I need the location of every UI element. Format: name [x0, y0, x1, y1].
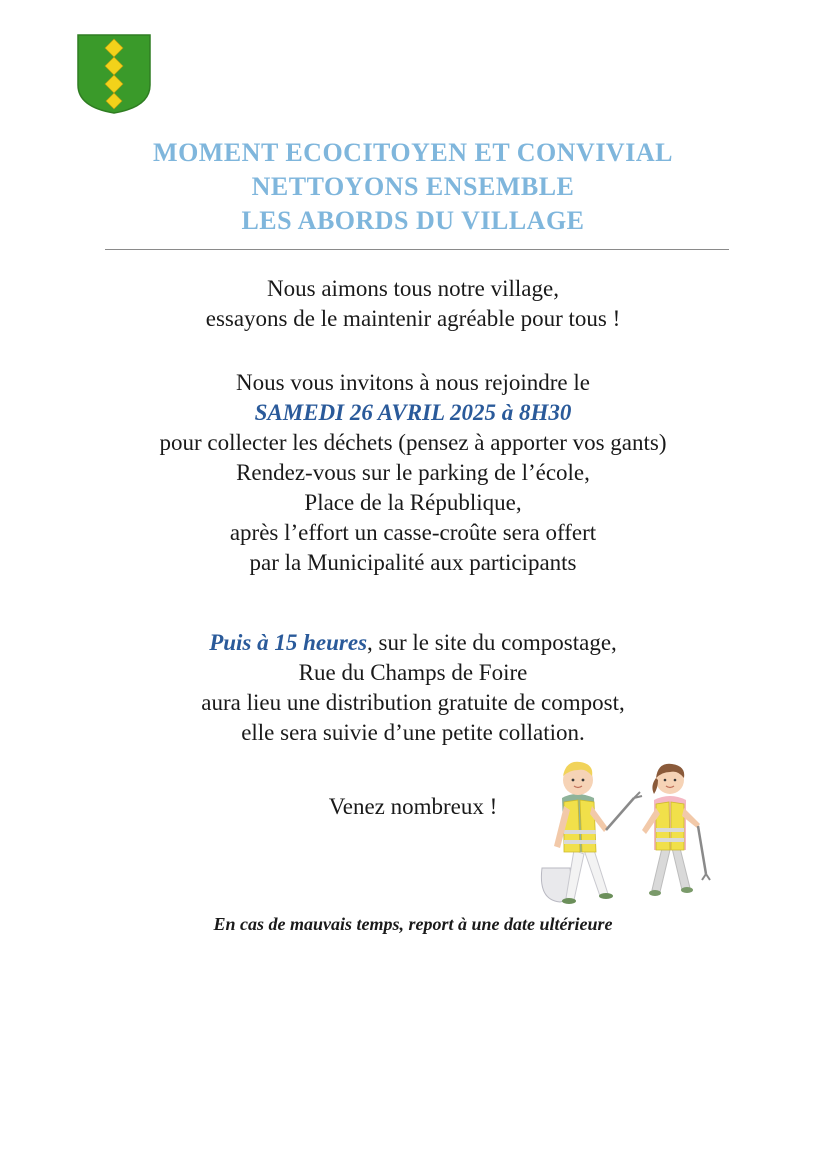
poster-title — [0, 136, 826, 238]
invitation-line-3: pour collecter les déchets (pensez à apporter vos gants) — [159, 430, 667, 455]
compost-paragraph — [0, 628, 826, 748]
compost-line-2: Rue du Champs de Foire — [298, 660, 528, 685]
invitation-line-5: Place de la République, — [304, 490, 522, 515]
weather-note: En cas de mauvais temps, report à une date ultérieure — [213, 914, 613, 934]
title-line-3: LES ABORDS DU VILLAGE — [241, 206, 585, 235]
volunteer-girl-icon — [642, 764, 710, 896]
closing-call: Venez nombreux ! — [328, 794, 498, 819]
invitation-line-1: Nous vous invitons à nous rejoindre le — [236, 370, 590, 395]
compost-line-1 — [0, 628, 826, 658]
intro-line-2: essayons de le maintenir agréable pour tous ! — [205, 306, 621, 331]
compost-time-rest: , sur le site du compostage, — [367, 630, 617, 655]
invitation-paragraph — [0, 368, 826, 578]
title-line-1: MOMENT ECOCITOYEN ET CONVIVIAL — [153, 138, 673, 167]
intro-paragraph — [0, 274, 826, 334]
volunteer-boy-icon — [541, 762, 642, 904]
compost-line-4: elle sera suivie d’une petite collation. — [241, 720, 585, 745]
invitation-line-4: Rendez-vous sur le parking de l’école, — [236, 460, 590, 485]
invitation-line-6: après l’effort un casse-croûte sera offert — [229, 520, 597, 545]
compost-line-3: aura lieu une distribution gratuite de compost, — [201, 690, 625, 715]
invitation-line-7: par la Municipalité aux participants — [249, 550, 577, 575]
volunteers-cleanup-illustration — [530, 750, 730, 910]
intro-line-1: Nous aimons tous notre village, — [267, 276, 559, 301]
municipal-crest-icon — [76, 33, 152, 115]
compost-time: Puis à 15 heures — [209, 630, 368, 655]
title-divider — [105, 249, 729, 250]
title-line-2: NETTOYONS ENSEMBLE — [251, 172, 575, 201]
event-date: SAMEDI 26 AVRIL 2025 à 8H30 — [254, 400, 572, 425]
